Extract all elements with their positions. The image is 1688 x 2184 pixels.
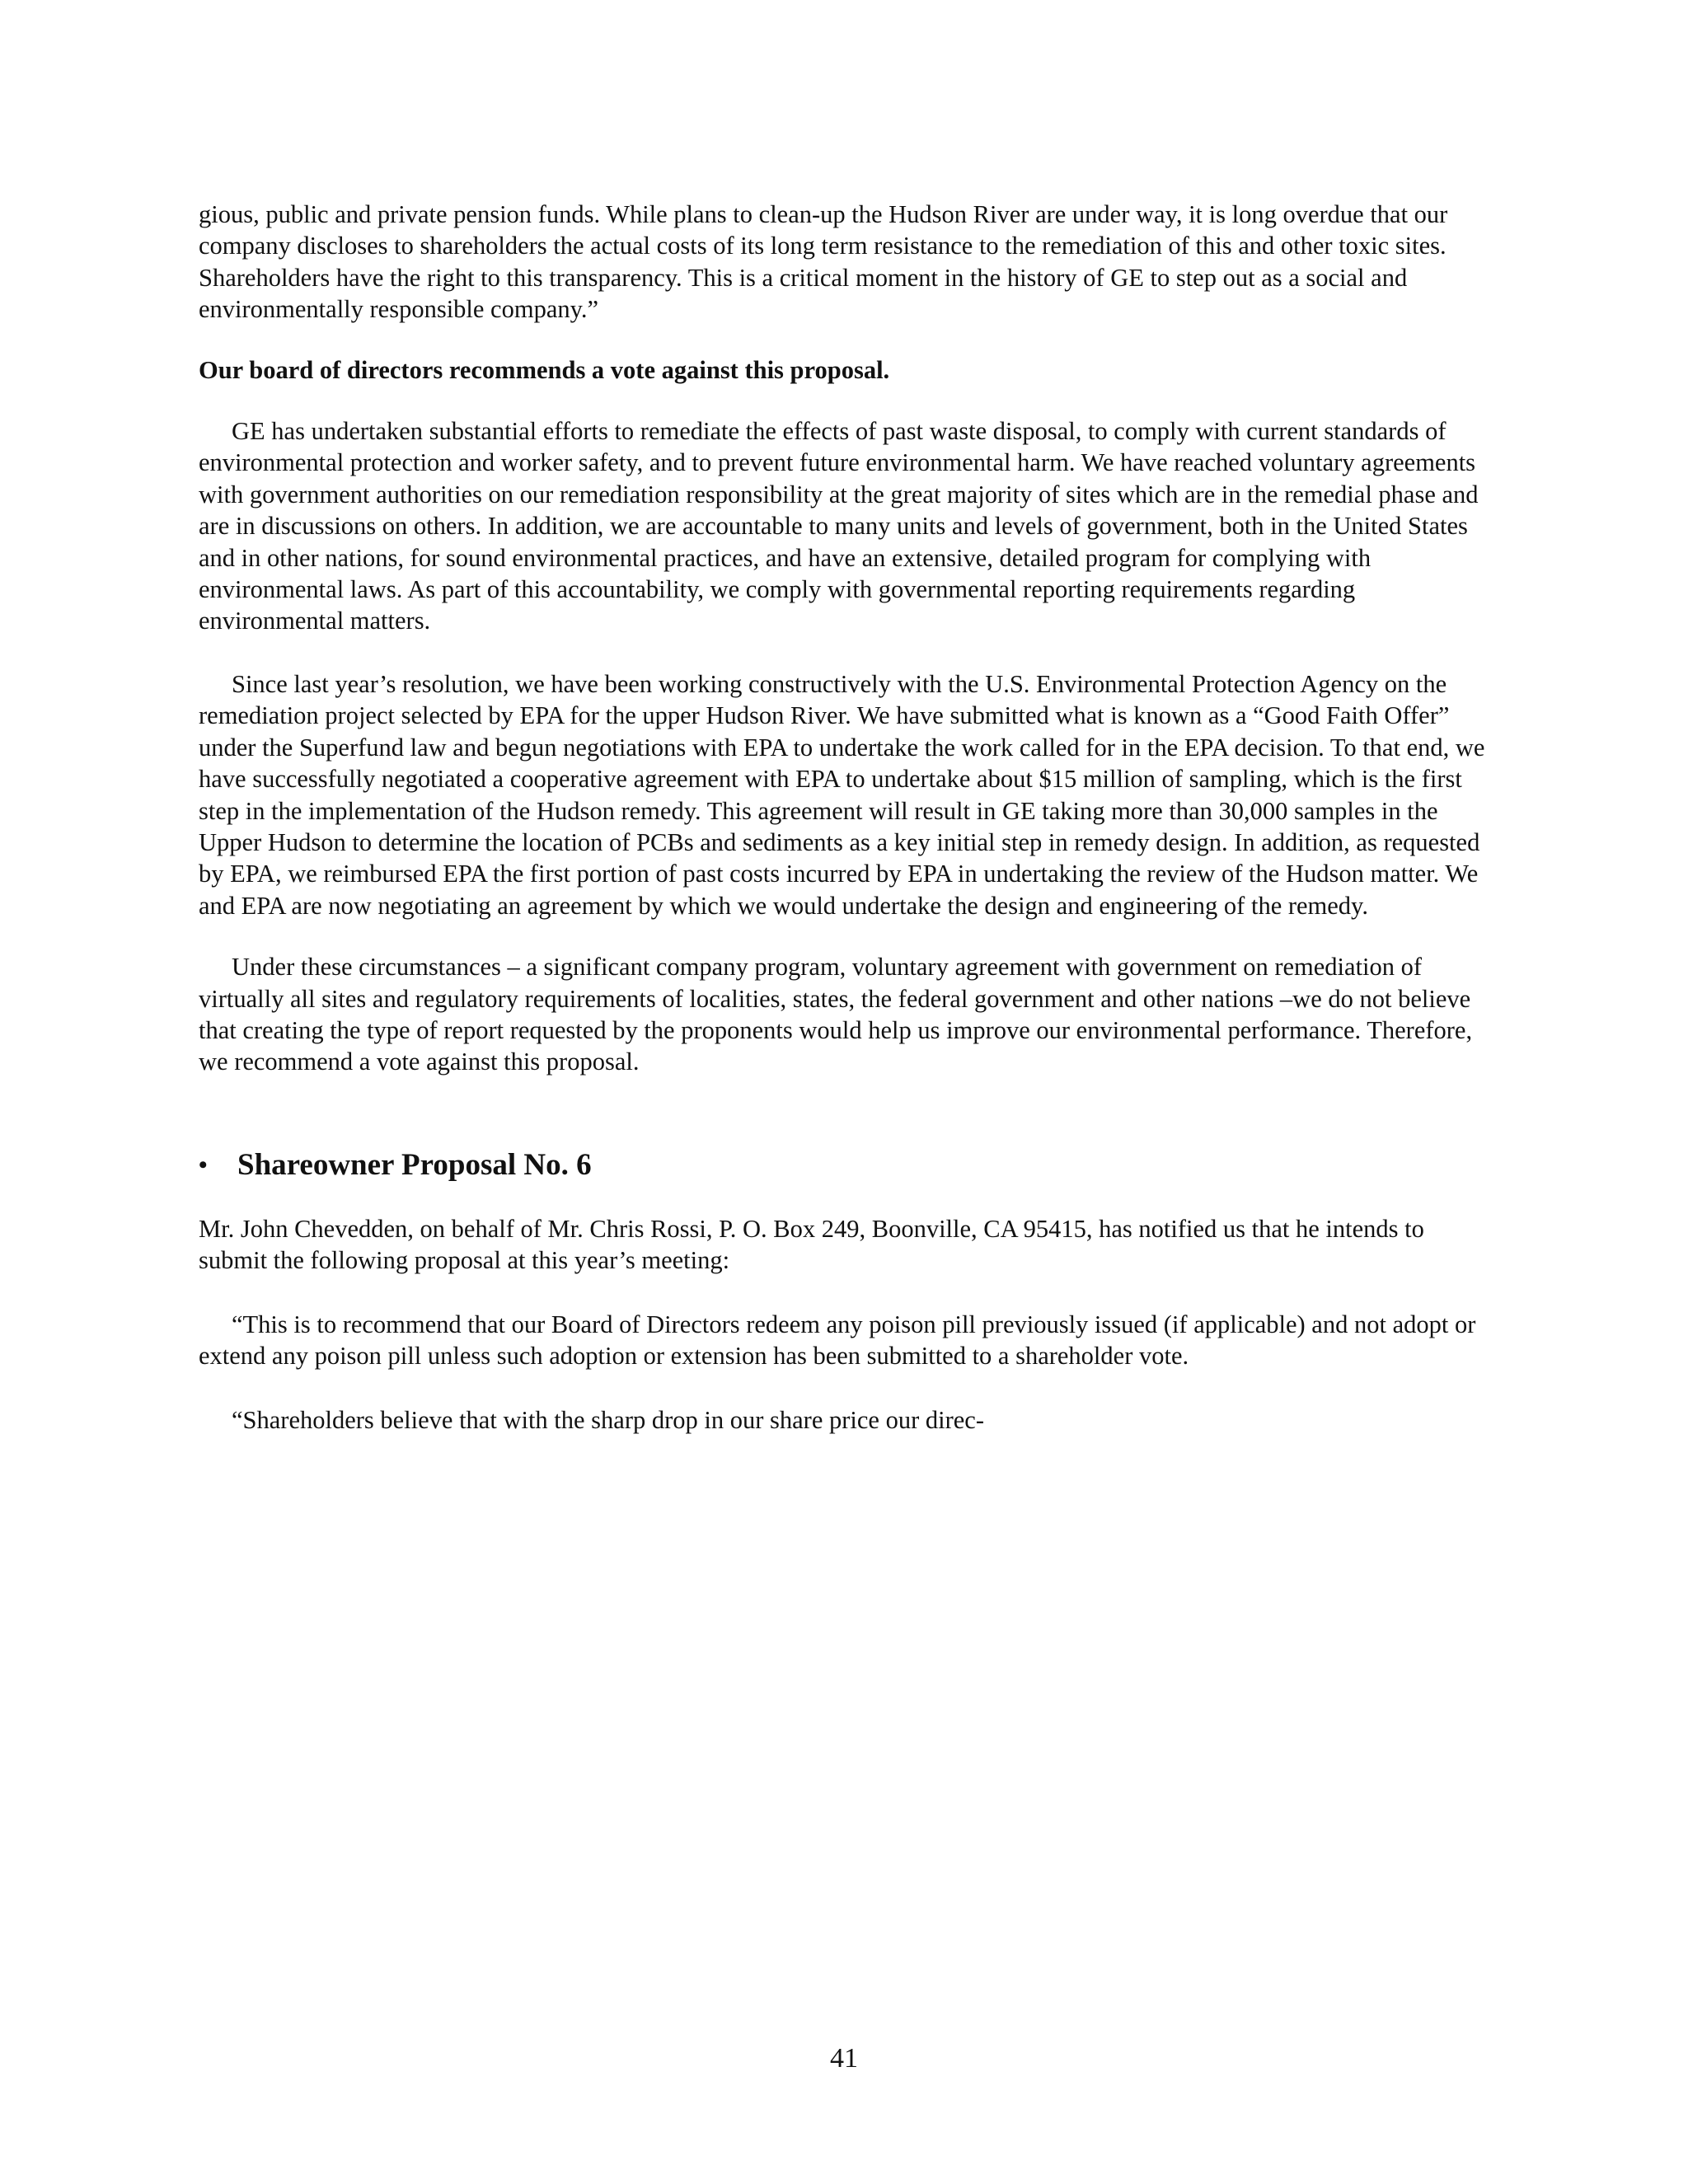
document-body [199, 199, 1489, 1436]
board-recommendation: Our board of directors recommends a vote against this proposal. [199, 355, 890, 384]
proposal-title: Shareowner Proposal No. 6 [237, 1147, 592, 1182]
paragraph-hudson-river: Since last year’s resolution, we have been working constructively with the U.S. Environmental Protection Agency on the remediation project selected by EPA for the upper Hudson River. We have submitted what is known as a “Good Faith Offer” under the Superfund law and begun negotiations with EPA to undertake the work called for in the EPA decision. To that end, we have successfully negotiated a cooperative agreement with EPA to undertake about $15 million of sampling, which is the first step in the implementation of the Hudson remedy. This agreement will result in GE taking more than 30,000 samples in the Upper Hudson to determine the location of PCBs and sediments as a key initial step in remedy design. In addition, as requested by EPA, we reimbursed EPA the first portion of past costs incurred by EPA in undertaking the review of the Hudson matter. We and EPA are now negotiating an agreement by which we would undertake the design and engineering of the remedy. [199, 669, 1485, 920]
paragraph-remediation-efforts: GE has undertaken substantial efforts to remediate the effects of past waste disposal, to comply with current standards of environmental protection and worker safety, and to prevent future environmental harm. We have reached voluntary agreements with government authorities on our remediation responsibility at the great majority of sites which are in the remedial phase and are in discussions on others. In addition, we are accountable to many units and levels of government, both in the United States and in other nations, for sound environmental practices, and have an extensive, detailed program for complying with environmental laws. As part of this accountability, we comply with governmental reporting requirements regarding environmental matters. [199, 417, 1479, 635]
paragraph-proposal-text: “This is to recommend that our Board of Directors redeem any poison pill previously issued (if applicable) and not adopt or extend any poison pill unless such adoption or extension has been submitted to a shareholder vote. [199, 1310, 1476, 1370]
paragraph-proponent: Mr. John Chevedden, on behalf of Mr. Chris Rossi, P. O. Box 249, Boonville, CA 95415, has notified us that he intends to submit the following proposal at this year’s meeting: [199, 1214, 1424, 1275]
proposal-heading [199, 1147, 1489, 1183]
paragraph-supporting-statement: “Shareholders believe that with the sharp drop in our share price our direc- [232, 1406, 984, 1435]
paragraph-continuation: gious, public and private pension funds. While plans to clean-up the Hudson River are under way, it is long overdue that our company discloses to shareholders the actual costs of its long term resistance to the remediation of this and other toxic sites. Shareholders have the right to this transparency. This is a critical moment in the history of GE to step out as a social and environmentally responsible company.” [199, 200, 1448, 324]
bullet-icon: • [199, 1151, 208, 1179]
paragraph-circumstances: Under these circumstances – a significant company program, voluntary agreement with government on remediation of virtually all sites and regulatory requirements of localities, states, the federal government and other nations –we do not believe that creating the type of report requested by the proponents would help us improve our environmental performance. Therefore, we recommend a vote against this proposal. [199, 953, 1473, 1076]
page-number: 41 [830, 2043, 858, 2074]
